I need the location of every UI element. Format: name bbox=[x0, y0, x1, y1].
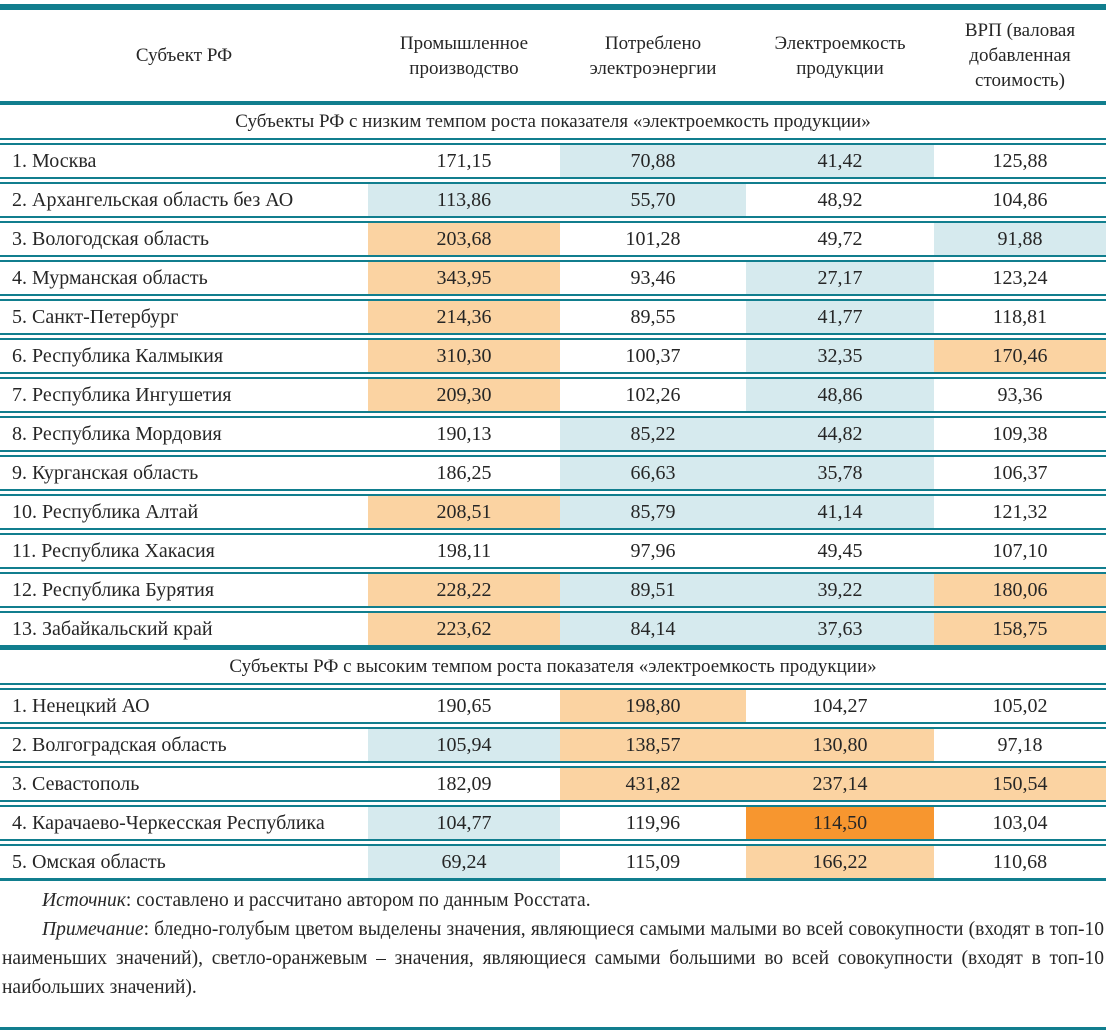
value-cell: 32,35 bbox=[746, 340, 934, 372]
region-name-cell: 4. Мурманская область bbox=[12, 267, 208, 289]
value-cell: 39,22 bbox=[746, 574, 934, 606]
value-cell: 93,46 bbox=[630, 267, 676, 289]
region-name-cell: 3. Вологодская область bbox=[12, 228, 210, 250]
value-cell: 186,25 bbox=[436, 462, 492, 484]
value-cell: 85,22 bbox=[560, 418, 746, 450]
value-cell: 49,45 bbox=[817, 540, 863, 562]
value-cell: 209,30 bbox=[368, 379, 560, 411]
value-cell: 91,88 bbox=[934, 223, 1106, 255]
region-name-cell: 11. Республика Хакасия bbox=[12, 540, 215, 562]
region-name-cell: 13. Забайкальский край bbox=[12, 618, 213, 640]
region-name-cell: 6. Республика Калмыкия bbox=[12, 345, 224, 367]
value-cell: 180,06 bbox=[934, 574, 1106, 606]
table-row bbox=[0, 377, 1106, 413]
column-header-electricity-consumed: Потреблено электроэнергии bbox=[589, 32, 717, 79]
value-cell: 118,81 bbox=[992, 306, 1048, 328]
value-cell: 89,51 bbox=[560, 574, 746, 606]
table-row bbox=[0, 727, 1106, 763]
value-cell: 237,14 bbox=[746, 768, 934, 800]
value-cell: 104,77 bbox=[368, 807, 560, 839]
column-header-subject: Субъект РФ bbox=[135, 45, 233, 66]
table-row bbox=[0, 416, 1106, 452]
value-cell: 171,15 bbox=[436, 150, 492, 172]
table-row bbox=[0, 455, 1106, 491]
value-cell: 114,50 bbox=[746, 807, 934, 839]
value-cell: 343,95 bbox=[368, 262, 560, 294]
value-cell: 182,09 bbox=[436, 773, 492, 795]
value-cell: 89,55 bbox=[630, 306, 676, 328]
region-name-cell: 8. Республика Мордовия bbox=[12, 423, 222, 445]
region-name-cell: 7. Республика Ингушетия bbox=[12, 384, 232, 406]
value-cell: 110,68 bbox=[992, 851, 1048, 873]
value-cell: 35,78 bbox=[746, 457, 934, 489]
source-note bbox=[0, 886, 1106, 915]
column-header-industrial-production: Промышленное производство bbox=[399, 32, 529, 79]
table-row bbox=[0, 688, 1106, 724]
table-row bbox=[0, 338, 1106, 374]
section-title-low-growth: Субъекты РФ с низким темпом роста показателя «электроемкость продукции» bbox=[0, 105, 1106, 140]
value-cell: 138,57 bbox=[560, 729, 746, 761]
region-name-cell: 12. Республика Бурятия bbox=[12, 579, 215, 601]
table-row bbox=[0, 766, 1106, 802]
value-cell: 41,42 bbox=[746, 145, 934, 177]
value-cell: 66,63 bbox=[560, 457, 746, 489]
table-row bbox=[0, 844, 1106, 881]
region-name-cell: 1. Москва bbox=[12, 150, 97, 172]
value-cell: 97,18 bbox=[997, 734, 1043, 756]
value-cell: 48,86 bbox=[746, 379, 934, 411]
table-row bbox=[0, 611, 1106, 648]
value-cell: 69,24 bbox=[368, 846, 560, 878]
value-cell: 166,22 bbox=[746, 846, 934, 878]
table-row bbox=[0, 572, 1106, 608]
value-cell: 84,14 bbox=[560, 613, 746, 645]
value-cell: 214,36 bbox=[368, 301, 560, 333]
value-cell: 228,22 bbox=[368, 574, 560, 606]
value-cell: 105,94 bbox=[368, 729, 560, 761]
table-row bbox=[0, 805, 1106, 841]
value-cell: 103,04 bbox=[992, 812, 1048, 834]
color-note bbox=[0, 915, 1106, 1002]
value-cell: 101,28 bbox=[625, 228, 681, 250]
value-cell: 170,46 bbox=[934, 340, 1106, 372]
value-cell: 310,30 bbox=[368, 340, 560, 372]
region-name-cell: 1. Ненецкий АО bbox=[12, 695, 150, 717]
section-low-growth bbox=[0, 105, 1106, 648]
value-cell: 198,11 bbox=[436, 540, 492, 562]
value-cell: 93,36 bbox=[997, 384, 1043, 406]
value-cell: 48,92 bbox=[817, 189, 863, 211]
column-header-electricity-intensity: Электроемкость продукции bbox=[774, 32, 906, 79]
region-name-cell: 2. Волгоградская область bbox=[12, 734, 227, 756]
value-cell: 130,80 bbox=[746, 729, 934, 761]
value-cell: 431,82 bbox=[560, 768, 746, 800]
table-row bbox=[0, 494, 1106, 530]
value-cell: 107,10 bbox=[992, 540, 1048, 562]
value-cell: 190,13 bbox=[436, 423, 492, 445]
value-cell: 104,27 bbox=[812, 695, 868, 717]
table-row bbox=[0, 260, 1106, 296]
table-bottom-rule bbox=[0, 1027, 1106, 1030]
value-cell: 198,80 bbox=[560, 690, 746, 722]
source-label: Источник bbox=[42, 890, 126, 911]
value-cell: 119,96 bbox=[625, 812, 681, 834]
value-cell: 97,96 bbox=[630, 540, 676, 562]
value-cell: 37,63 bbox=[746, 613, 934, 645]
value-cell: 158,75 bbox=[934, 613, 1106, 645]
section-title-high-growth: Субъекты РФ с высоким темпом роста показателя «электроемкость продукции» bbox=[0, 648, 1106, 685]
value-cell: 121,32 bbox=[992, 501, 1048, 523]
region-name-cell: 2. Архангельская область без АО bbox=[12, 189, 294, 211]
value-cell: 102,26 bbox=[625, 384, 681, 406]
value-cell: 70,88 bbox=[560, 145, 746, 177]
value-cell: 150,54 bbox=[934, 768, 1106, 800]
value-cell: 49,72 bbox=[817, 228, 863, 250]
table-row bbox=[0, 143, 1106, 179]
value-cell: 100,37 bbox=[625, 345, 681, 367]
note-text: : бледно-голубым цветом выделены значения, являющиеся самыми малыми во всей совокупности (входят в топ-10 наименьших значений), светло-оранжевым – значения, являющиеся самыми большими во всей совокупности (входят в топ-10 наибольших значений). bbox=[2, 919, 1104, 998]
value-cell: 41,14 bbox=[746, 496, 934, 528]
value-cell: 104,86 bbox=[992, 189, 1048, 211]
value-cell: 113,86 bbox=[368, 184, 560, 216]
region-name-cell: 10. Республика Алтай bbox=[12, 501, 199, 523]
value-cell: 125,88 bbox=[992, 150, 1048, 172]
value-cell: 208,51 bbox=[368, 496, 560, 528]
table-header-row bbox=[0, 10, 1106, 105]
table-row bbox=[0, 182, 1106, 218]
value-cell: 106,37 bbox=[992, 462, 1048, 484]
region-name-cell: 5. Санкт-Петербург bbox=[12, 306, 179, 328]
value-cell: 105,02 bbox=[992, 695, 1048, 717]
section-low-growth-rows bbox=[0, 143, 1106, 648]
value-cell: 203,68 bbox=[368, 223, 560, 255]
table-notes bbox=[0, 886, 1106, 1008]
table-row bbox=[0, 533, 1106, 569]
value-cell: 27,17 bbox=[746, 262, 934, 294]
value-cell: 55,70 bbox=[560, 184, 746, 216]
value-cell: 223,62 bbox=[368, 613, 560, 645]
section-high-growth-rows bbox=[0, 688, 1106, 881]
source-text: : составлено и рассчитано автором по данным Росстата. bbox=[125, 890, 591, 911]
value-cell: 115,09 bbox=[625, 851, 681, 873]
section-high-growth bbox=[0, 648, 1106, 881]
value-cell: 41,77 bbox=[746, 301, 934, 333]
table-row bbox=[0, 221, 1106, 257]
region-name-cell: 9. Курганская область bbox=[12, 462, 199, 484]
region-name-cell: 5. Омская область bbox=[12, 851, 166, 873]
region-name-cell: 4. Карачаево-Черкесская Республика bbox=[12, 812, 325, 834]
column-header-grp: ВРП (валовая добавленная стоимость) bbox=[964, 20, 1076, 91]
value-cell: 123,24 bbox=[992, 267, 1048, 289]
value-cell: 85,79 bbox=[560, 496, 746, 528]
value-cell: 109,38 bbox=[992, 423, 1048, 445]
note-label: Примечание bbox=[42, 919, 144, 940]
value-cell: 190,65 bbox=[436, 695, 492, 717]
region-name-cell: 3. Севастополь bbox=[12, 773, 140, 795]
value-cell: 44,82 bbox=[746, 418, 934, 450]
table-row bbox=[0, 299, 1106, 335]
